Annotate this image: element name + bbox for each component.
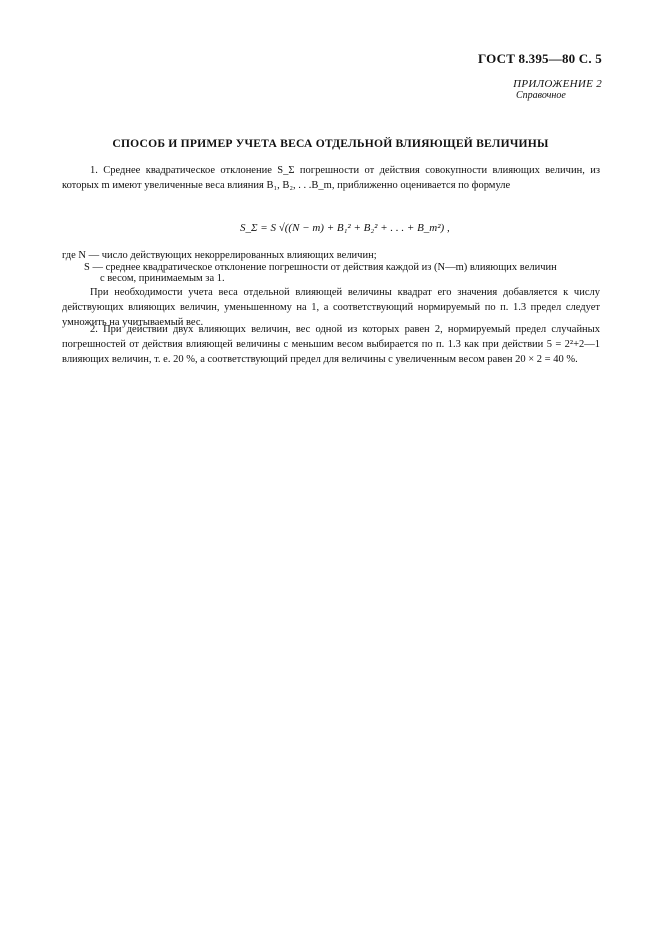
section-title: СПОСОБ И ПРИМЕР УЧЕТА ВЕСА ОТДЕЛЬНОЙ ВЛИЯЮЩЕЙ ВЕЛИЧИНЫ: [112, 137, 549, 150]
formula: S_Σ = S √((N − m) + B₁² + B₂² + . . . + B_m²) ,: [240, 222, 450, 234]
paragraph-3: 2. При действии двух влияющих величин, вес одной из которых равен 2, нормируемый предел случайных погрешностей от действия влияющей величины с меньшим весом выбирается по п. 1.3 как при действии 5 = 2²+2—1 влияющих величин, т. е. 20 %, а соответствующий предел для величины с увеличенным весом равен 20 × 2 = 40 %.: [62, 324, 600, 365]
definition-S: S — среднее квадратическое отклонение погрешности от действия каждой из (N—m) влияющих величин: [84, 262, 557, 273]
document-header: ГОСТ 8.395—80 С. 5: [477, 51, 602, 66]
paragraph-1: 1. Среднее квадратическое отклонение S_Σ погрешности от действия совокупности влияющих величин, из которых m имеют увеличенные веса влияния B₁, B₂, . . .B_m, приближенно оценивается по формуле: [62, 165, 600, 191]
appendix-label: ПРИЛОЖЕНИЕ 2: [513, 78, 602, 90]
definition-S-continued: с весом, принимаемым за 1.: [100, 273, 225, 284]
appendix-type: Справочное: [516, 90, 566, 101]
definition-N: где N — число действующих некоррелированных влияющих величин;: [62, 250, 377, 261]
paragraph-2: При необходимости учета веса отдельной влияющей величины квадрат его значения добавляется к числу действующих влияющих величин, уменьшенному на 1, а соответствующий нормируемый по п. 1.3 предел следует умножить на учитываемый вес.: [62, 287, 600, 328]
